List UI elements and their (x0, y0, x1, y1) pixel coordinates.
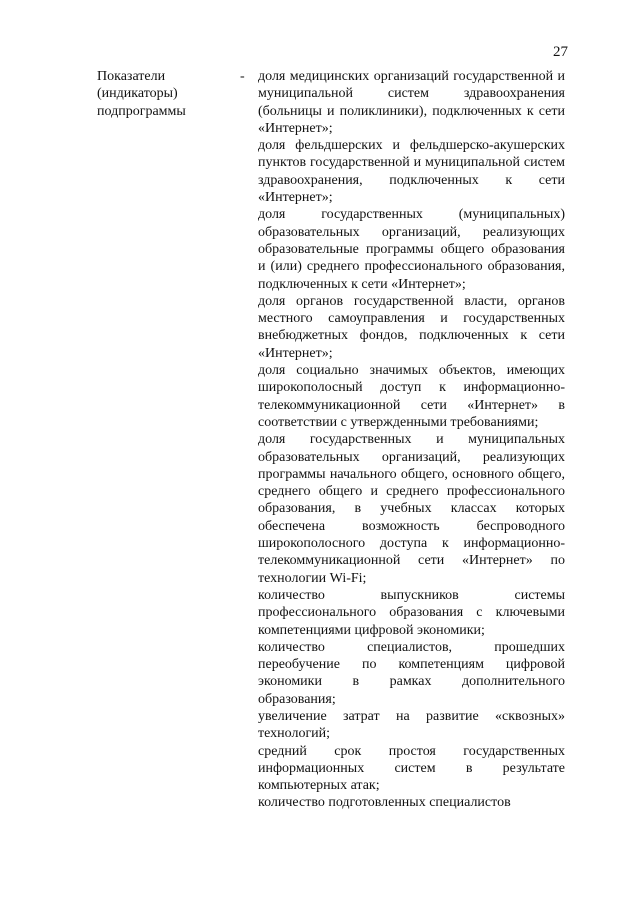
indicator-item: доля медицинских организаций государственной и муниципальной систем здравоохранения (больницы и поликлиники), подключенных к сети «Интернет»; (258, 69, 565, 136)
indicator-item: доля фельдшерских и фельдшерско-акушерских пунктов государственной и муниципальной систем здравоохранения, подключенных к сети «Интернет»; (258, 138, 565, 206)
section-label (97, 68, 227, 120)
indicator-item: средний срок простоя государственных информационных систем в результате компьютерных атак; (258, 743, 565, 794)
indicator-item: доля государственных и муниципальных образовательных организаций, реализующих программы начального общего, основного общего, среднего общего и среднего профессионального образования, в учебных классах которых обеспечена возможность беспроводного широкополосного доступа к информационно-телекоммуникационной сети «Интернет» по технологии Wi-Fi; (258, 432, 565, 586)
indicator-item: количество выпускников системы профессионального образования с ключевыми компетенциями цифровой экономики; (258, 587, 565, 638)
section-label-line: подпрограммы (97, 103, 186, 119)
indicator-item: доля органов государственной власти, органов местного самоуправления и государственных внебюджетных фондов, подключенных к сети «Интернет»; (258, 293, 565, 361)
section-label-line: (индикаторы) (97, 86, 178, 102)
indicator-item: количество специалистов, прошедших переобучение по компетенциям цифровой экономики в рамках дополнительного образования; (258, 639, 565, 707)
page-number: 27 (553, 44, 568, 60)
indicator-item: доля государственных (муниципальных) образовательных организаций, реализующих образовательные программы общего образования и (или) среднего профессионального образования, подключенных к сети «Интернет»; (258, 207, 565, 292)
indicator-item: увеличение затрат на развитие «сквозных» технологий; (258, 708, 565, 742)
section-label-line: Показатели (97, 69, 166, 84)
indicator-item: доля социально значимых объектов, имеющих широкополосный доступ к информационно-телекоммуникационной сети «Интернет» в соответствии с утвержденными требованиями; (258, 363, 565, 430)
indicator-item: количество подготовленных специалистов (258, 795, 511, 811)
indicators-list (258, 68, 565, 812)
label-dash: - (240, 69, 245, 84)
